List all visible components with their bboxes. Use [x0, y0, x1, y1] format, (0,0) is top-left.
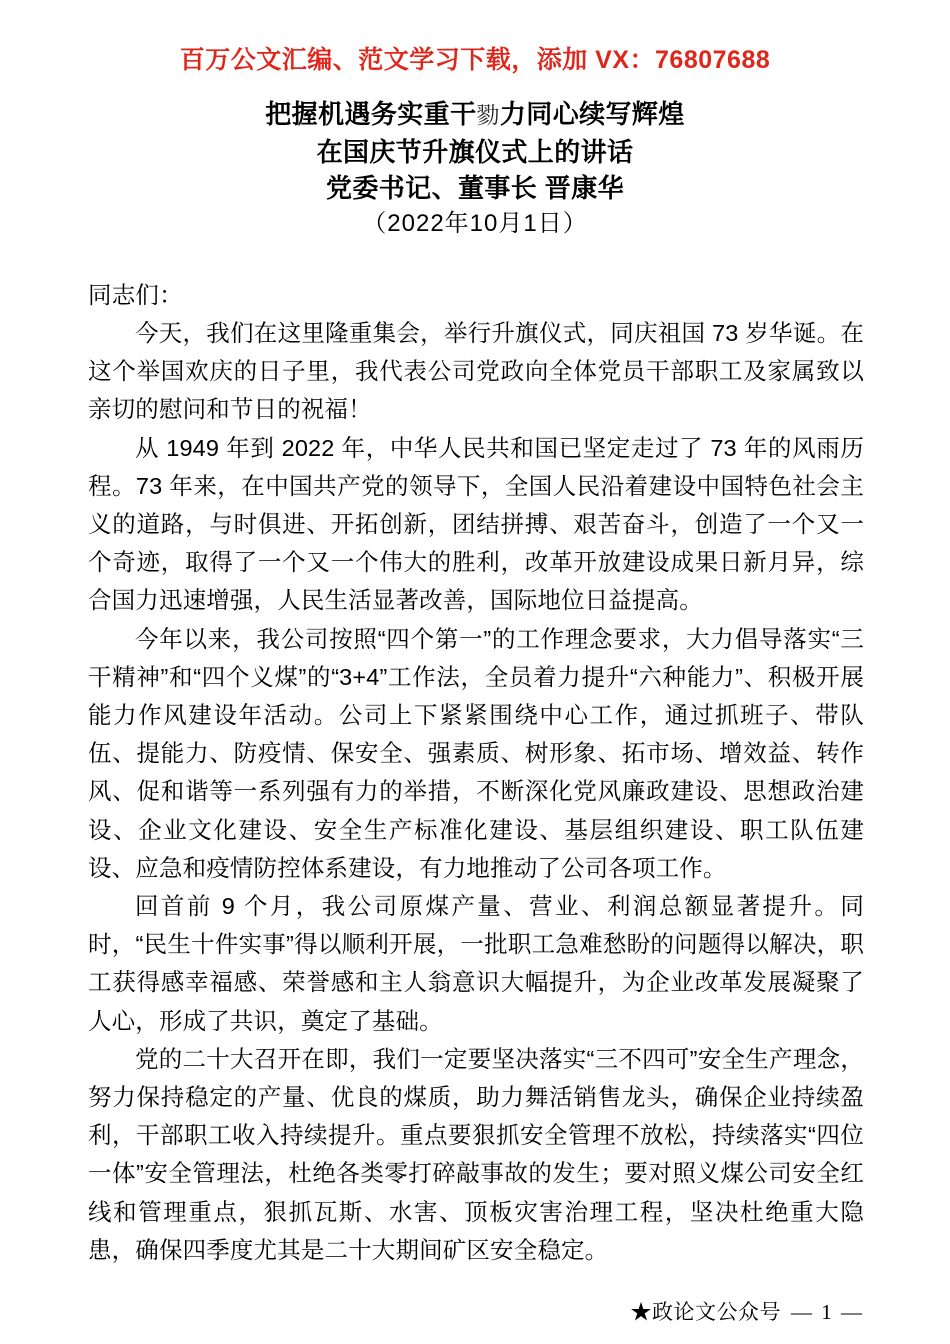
promo-header-banner: 百万公文汇编、范文学习下载，添加 VX：76807688: [179, 46, 771, 74]
salutation: 同志们：: [88, 282, 183, 308]
page-number: — 1 —: [791, 1300, 864, 1324]
footer-watermark: 政论文公众号: [652, 1300, 781, 1324]
title-block: [0, 96, 950, 242]
document-title-part1: 把握机遇务实重干: [265, 99, 477, 129]
body-paragraph: 回首前 9 个月，我公司原煤产量、营业、利润总额显著提升。同时，“民生十件实事”得以顺利开展，一批职工急难愁盼的问题得以解决，职工获得感幸福感、荣誉感和主人翁意识大幅提升，为企业改革发展凝聚了人心，形成了共识，奠定了基础。: [88, 893, 864, 1034]
body-paragraph: 今天，我们在这里隆重集会，举行升旗仪式，同庆祖国 73 岁华诞。在这个举国欢庆的日子里，我代表公司党政向全体党员干部职工及家属致以亲切的慰问和节日的祝福！: [88, 320, 864, 423]
body-paragraph: 从 1949 年到 2022 年，中华人民共和国已坚定走过了 73 年的风雨历程。73 年来，在中国共产党的领导下，全国人民沿着建设中国特色社会主义的道路，与时俱进、开拓创新，团结拼搏、艰苦奋斗，创造了一个又一个奇迹，取得了一个又一个伟大的胜利，改革开放建设成果日新月异，综合国力迅速增强，人民生活显著改善，国际地位日益提高。: [88, 434, 864, 614]
star-icon: ★: [630, 1300, 652, 1324]
body-paragraph: 今年以来，我公司按照“四个第一”的工作理念要求，大力倡导落实“三干精神”和“四个义煤”的“3+4”工作法，全员着力提升“六种能力”、积极开展能力作风建设年活动。公司上下紧紧围绕中心工作，通过抓班子、带队伍、提能力、防疫情、保安全、强素质、树形象、拓市场、增效益、转作风、促和谐等一系列强有力的举措，不断深化党风廉政建设、思想政治建设、企业文化建设、安全生产标准化建设、基层组织建设、职工队伍建设、应急和疫情防控体系建设，有力地推动了公司各项工作。: [88, 625, 864, 881]
document-byline: 党委书记、董事长 晋康华: [325, 173, 625, 203]
document-subtitle: 在国庆节升旗仪式上的讲话: [316, 137, 634, 167]
document-title-part2: 力同心续写辉煌: [499, 99, 685, 129]
document-date: （2022年10月1日）: [362, 210, 588, 237]
body-paragraph: 党的二十大召开在即，我们一定要坚决落实“三不四可”安全生产理念，努力保持稳定的产量、优良的煤质，助力舞活销售龙头，确保企业持续盈利，干部职工收入持续提升。重点要狠抓安全管理不放松，持续落实“四位一体”安全管理法，杜绝各类零打碎敲事故的发生；要对照义煤公司安全红线和管理重点，狠抓瓦斯、水害、顶板灾害治理工程，坚决杜绝重大隐患，确保四季度尤其是二十大期间矿区安全稳定。: [88, 1045, 864, 1263]
document-body: [88, 276, 864, 1269]
document-title-variant-glyph: 勠: [476, 103, 500, 129]
page-footer: [0, 1296, 950, 1326]
document-title: [0, 96, 950, 134]
